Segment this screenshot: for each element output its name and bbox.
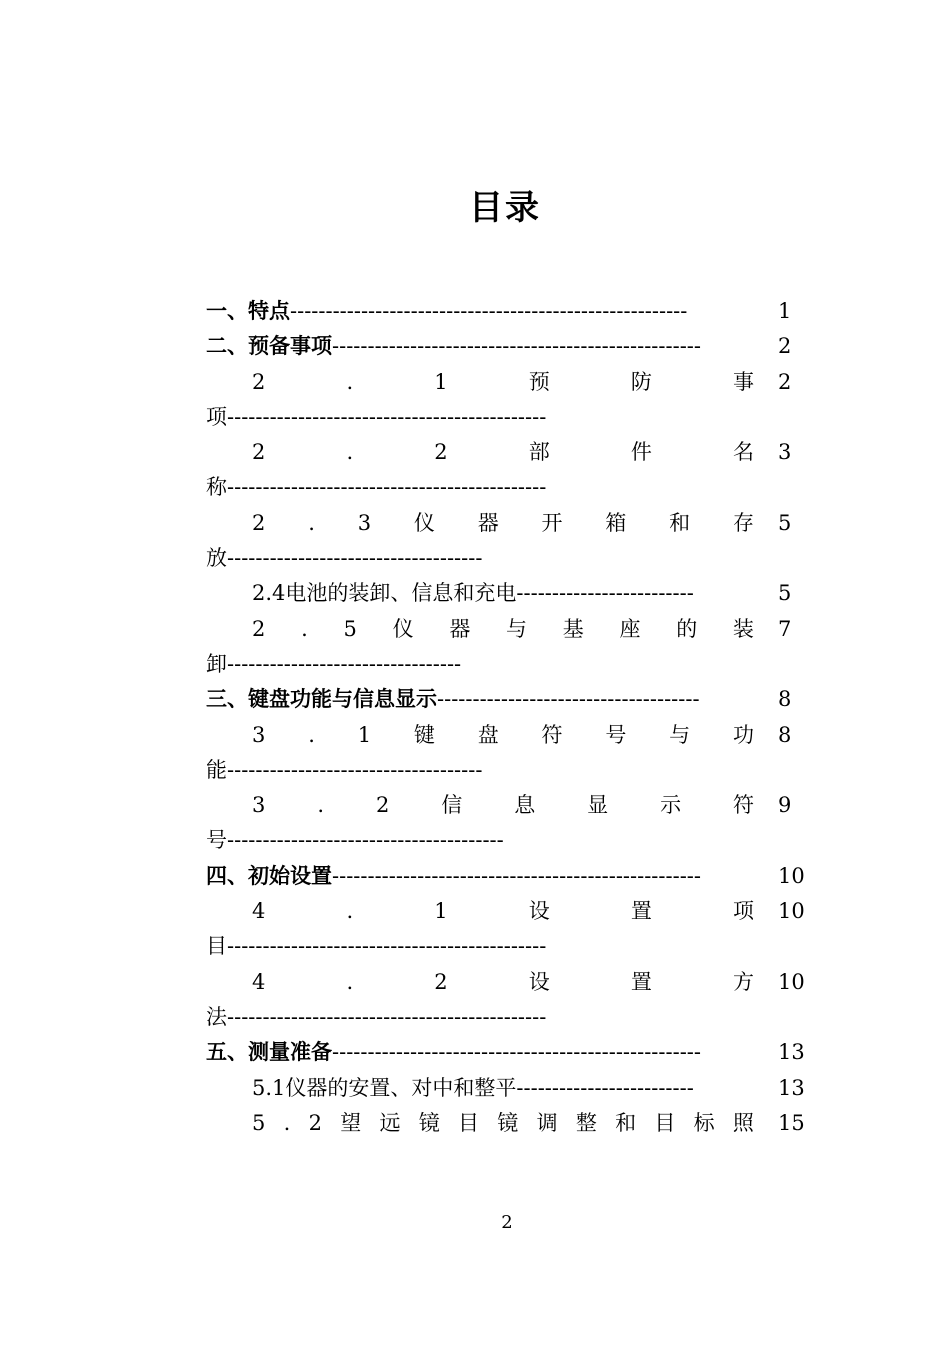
toc-entry-label: 4 . 2 设 置 方: [252, 969, 754, 994]
toc-page-number: 9: [778, 793, 792, 818]
toc-leader: ----------------------------------------------------: [332, 863, 701, 888]
toc-entry-continuation: 法---------------------------------------------: [206, 1004, 547, 1029]
toc-page-number: 3: [778, 440, 792, 465]
toc-leader: --------------------------------------------------------: [290, 299, 688, 323]
toc-entry-label: 三、键盘功能与信息显示: [206, 687, 437, 712]
toc-leader: -------------------------: [516, 581, 694, 606]
toc-entry-label: 二、预备事项: [206, 334, 332, 359]
toc-entry-label: 四、初始设置: [206, 863, 332, 888]
toc-entry-label: 2 . 1 预 防 事: [252, 369, 754, 394]
toc-entry-label: 2 . 5 仪 器 与 基 座 的 装: [252, 616, 754, 641]
toc-entry-label: 2 . 3 仪 器 开 箱 和 存: [252, 510, 754, 535]
toc-page-number: 7: [778, 616, 792, 641]
toc-page-number: 2: [778, 369, 792, 394]
toc-entry[interactable]: [0, 682, 950, 717]
toc-entry[interactable]: [0, 506, 950, 541]
page-title: 目录: [469, 188, 541, 228]
toc-entry-label: 五、测量准备: [206, 1040, 332, 1065]
toc-page-number: 8: [778, 687, 792, 712]
toc-page-number: 10: [778, 863, 805, 888]
toc-entry[interactable]: [0, 859, 950, 894]
toc-entry-label: 2.4电池的装卸、信息和充电: [252, 581, 517, 606]
toc-leader: ----------------------------------------------------: [332, 1040, 701, 1065]
toc-entry[interactable]: [0, 894, 950, 929]
toc-entry-label: 4 . 1 设 置 项: [252, 899, 754, 924]
toc-page-number: 10: [778, 969, 805, 994]
toc-entry[interactable]: [0, 294, 950, 329]
toc-leader: ----------------------------------------------------: [332, 334, 701, 359]
toc-entry-continuation: 项---------------------------------------------: [206, 404, 547, 429]
toc-page-number: 10: [778, 899, 805, 924]
toc-entry[interactable]: [0, 329, 950, 364]
toc-entry[interactable]: [0, 1035, 950, 1070]
table-of-contents: [0, 294, 950, 1141]
toc-entry-continuation: 目---------------------------------------------: [206, 934, 547, 959]
toc-entry[interactable]: [0, 1071, 950, 1106]
toc-entry-continuation: 号---------------------------------------: [206, 828, 504, 853]
page-number: 2: [501, 1212, 513, 1233]
toc-entry-label: 5.1仪器的安置、对中和整平: [252, 1075, 517, 1100]
toc-entry[interactable]: [0, 612, 950, 647]
toc-entry-label: 一、特点: [206, 299, 290, 323]
toc-page-number: 13: [778, 1040, 805, 1065]
toc-entry-label: 3 . 2 信 息 显 示 符: [252, 793, 754, 818]
toc-entry-label: 3 . 1 键 盘 符 号 与 功: [252, 722, 754, 747]
toc-leader: -------------------------------------: [437, 687, 700, 712]
toc-page-number: 8: [778, 722, 792, 747]
toc-entry-continuation: 卸---------------------------------: [206, 651, 462, 676]
toc-entry-continuation: 能------------------------------------: [206, 757, 483, 782]
toc-entry-label: 2 . 2 部 件 名: [252, 440, 754, 465]
toc-entry-label: 5 . 2 望 远 镜 目 镜 调 整 和 目 标 照: [252, 1110, 754, 1135]
toc-entry[interactable]: [0, 365, 950, 400]
toc-entry-continuation: 放------------------------------------: [206, 546, 483, 571]
toc-entry[interactable]: [0, 965, 950, 1000]
toc-entry-continuation: 称---------------------------------------------: [206, 475, 547, 500]
toc-page-number: 2: [778, 334, 792, 359]
toc-entry[interactable]: [0, 718, 950, 753]
toc-entry[interactable]: [0, 1106, 950, 1141]
toc-entry[interactable]: [0, 576, 950, 611]
toc-page-number: 1: [778, 299, 792, 323]
toc-page-number: 5: [778, 581, 792, 606]
toc-leader: -------------------------: [516, 1075, 694, 1100]
toc-entry[interactable]: [0, 788, 950, 823]
toc-page-number: 13: [778, 1075, 805, 1100]
toc-page-number: 5: [778, 510, 792, 535]
toc-page-number: 15: [778, 1110, 805, 1135]
toc-entry[interactable]: [0, 435, 950, 470]
